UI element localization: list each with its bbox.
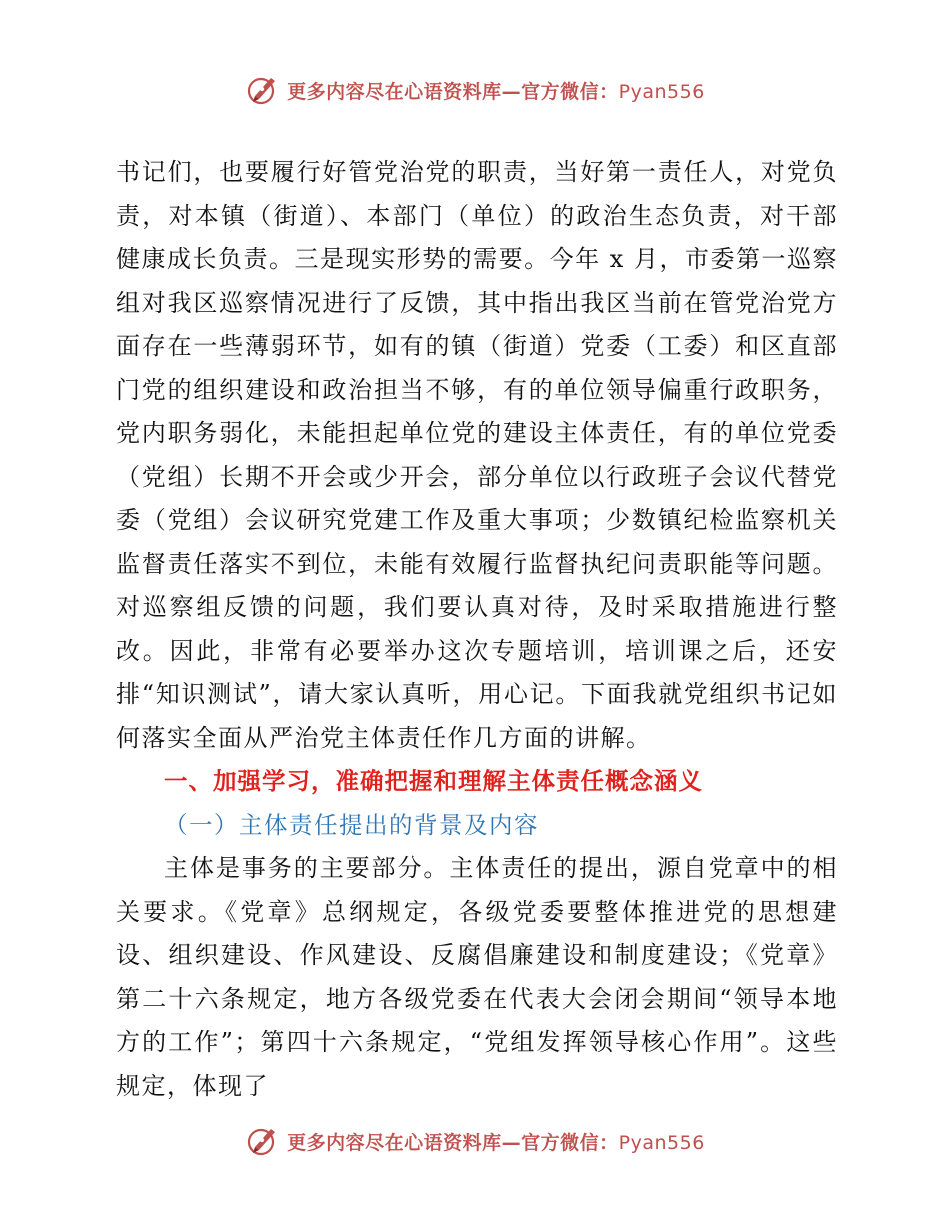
body-paragraph-2: 主体是事务的主要部分。主体责任的提出，源自党章中的相关要求。《党章》总纲规定，各级党委要整体推进党的思想建设、组织建设、作风建设、反腐倡廉建设和制度建设；《党章》第二十六条规定，地方各级党委在代表大会闭会期间“领导本地方的工作”；第四十六条规定，“党组发挥领导核心作用”。这些规定，体现了 bbox=[116, 854, 838, 1100]
subsection-heading-1: （一）主体责任提出的背景及内容 bbox=[164, 810, 539, 839]
document-body bbox=[116, 151, 838, 1108]
pen-logo-icon bbox=[245, 72, 281, 108]
header-watermark bbox=[0, 70, 950, 110]
watermark-text: 更多内容尽在心语资料库—官方微信：Pyan556 bbox=[287, 80, 705, 103]
footer-watermark bbox=[0, 1121, 950, 1161]
body-paragraph-1: 书记们，也要履行好管党治党的职责，当好第一责任人，对党负责，对本镇（街道）、本部门（单位）的政治生态负责，对干部健康成长负责。三是现实形势的需要。今年 x 月，市委第一巡察组对我区巡察情况进行了反馈，其中指出我区当前在管党治党方面存在一些薄弱环节，如有的镇（街道）党委（工委）和区直部门党的组织建设和政治担当不够，有的单位领导偏重行政职务，党内职务弱化，未能担起单位党的建设主体责任，有的单位党委（党组）长期不开会或少开会，部分单位以行政班子会议代替党委（党组）会议研究党建工作及重大事项；少数镇纪检监察机关监督责任落实不到位，未能有效履行监督执纪问责职能等问题。对巡察组反馈的问题，我们要认真对待，及时采取措施进行整改。因此，非常有必要举办这次专题培训，培训课之后，还安排“知识测试”，请大家认真听，用心记。下面我就党组织书记如何落实全面从严治党主体责任作几方面的讲解。 bbox=[116, 158, 838, 752]
pen-logo-icon bbox=[245, 1123, 281, 1159]
watermark-text: 更多内容尽在心语资料库—官方微信：Pyan556 bbox=[287, 1131, 705, 1154]
section-heading-1: 一、加强学习，准确把握和理解主体责任概念涵义 bbox=[164, 767, 703, 795]
